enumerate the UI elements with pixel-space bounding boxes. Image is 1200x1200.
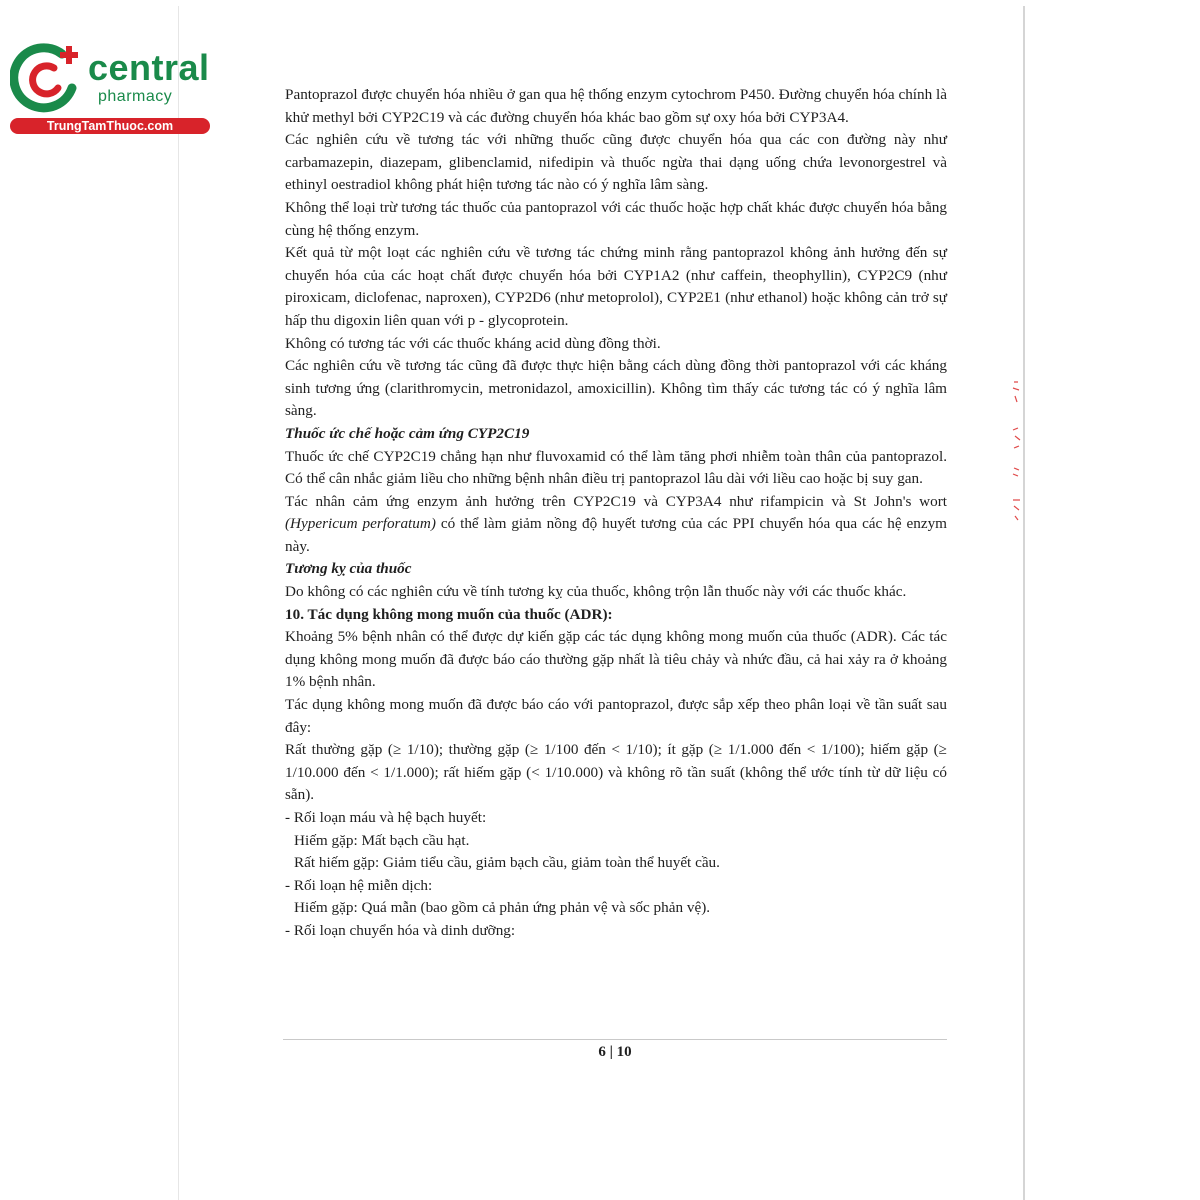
list-item: - Rối loạn chuyển hóa và dinh dưỡng: bbox=[285, 921, 516, 939]
paragraph: Các nghiên cứu về tương tác cũng đã được thực hiện bằng cách dùng đồng thời pantoprazol với các kháng sinh tương ứng (clarithromycin, metronidazol, amoxicillin). Không tìm thấy các tương tác có ý nghĩa lâm sàng. bbox=[285, 357, 947, 420]
list-subitem: Hiếm gặp: Quá mẫn (bao gồm cả phản ứng phản vệ và sốc phản vệ). bbox=[294, 899, 711, 917]
paragraph: Thuốc ức chế CYP2C19 chẳng hạn như fluvoxamid có thể làm tăng phơi nhiễm toàn thân của pantoprazol. Có thể cân nhắc giảm liều cho những bệnh nhân điều trị pantoprazol lâu dài với liều cao hoặc bị suy gan. bbox=[285, 447, 947, 488]
list-item: - Rối loạn máu và hệ bạch huyết: bbox=[285, 809, 487, 826]
paragraph: Không thể loại trừ tương tác thuốc của pantoprazol với các thuốc hoặc hợp chất khác được chuyển hóa bằng cùng hệ thống enzym. bbox=[285, 198, 947, 239]
paragraph: Các nghiên cứu về tương tác với những thuốc cũng được chuyển hóa qua các con đường này như carbamazepin, diazepam, glibenclamid, nifedipin và thuốc ngừa thai dạng uống chứa levonorgestrel và ethinyl oestradiol không phát hiện tương tác nào có ý nghĩa lâm sàng. bbox=[285, 131, 947, 194]
section-heading: Tương kỵ của thuốc bbox=[285, 560, 412, 578]
italic-text: (Hypericum perforatum) bbox=[285, 515, 436, 533]
text-span: Tác nhân cảm ứng enzym ảnh hưởng trên CYP2C19 và CYP3A4 như rifampicin và St John's wort bbox=[285, 492, 947, 510]
text-span: có thể làm giảm nồng độ huyết tương của các PPI chuyển hóa qua các hệ enzym này. bbox=[285, 515, 947, 555]
section-heading: 10. Tác dụng không mong muốn của thuốc (ADR): bbox=[285, 605, 613, 623]
footer-divider bbox=[283, 1039, 947, 1040]
logo-mark-icon bbox=[10, 38, 90, 118]
list-item: - Rối loạn hệ miễn dịch: bbox=[285, 876, 433, 894]
document-body bbox=[285, 84, 947, 943]
list-subitem: Hiếm gặp: Mất bạch cầu hạt. bbox=[294, 831, 470, 849]
logo-subtitle: pharmacy bbox=[98, 88, 173, 105]
paragraph: Rất thường gặp (≥ 1/10); thường gặp (≥ 1/100 đến < 1/10); ít gặp (≥ 1/1.000 đến < 1/100); hiếm gặp (≥ 1/10.000 đến < 1/1.000); rất hiếm gặp (< 1/10.000) và không rõ tần suất (không thể ước tính từ dữ liệu có sẵn). bbox=[285, 741, 947, 804]
paragraph: Pantoprazol được chuyển hóa nhiều ở gan qua hệ thống enzym cytochrom P450. Đường chuyển hóa chính là khử methyl bởi CYP2C19 và các đường chuyển hóa khác bao gồm sự oxy hóa bởi CYP3A4. bbox=[285, 86, 947, 126]
paragraph: Không có tương tác với các thuốc kháng acid dùng đồng thời. bbox=[285, 334, 661, 352]
logo-brand: central bbox=[88, 47, 210, 88]
paragraph bbox=[285, 491, 947, 559]
section-heading: Thuốc ức chế hoặc cảm ứng CYP2C19 bbox=[285, 424, 530, 442]
paragraph: Khoảng 5% bệnh nhân có thể được dự kiến gặp các tác dụng không mong muốn của thuốc (ADR). Các tác dụng không mong muốn đã được báo cáo thường gặp nhất là tiêu chảy và nhức đầu, cả hai xảy ra ở khoảng 1% bệnh nhân. bbox=[285, 628, 947, 691]
paragraph: Do không có các nghiên cứu về tính tương kỵ của thuốc, không trộn lẫn thuốc này với các thuốc khác. bbox=[285, 583, 907, 601]
stamp-mark-icon bbox=[1008, 378, 1026, 528]
list-subitem: Rất hiếm gặp: Giảm tiểu cầu, giảm bạch cầu, giảm toàn thể huyết cầu. bbox=[294, 854, 720, 872]
page-number: 6 | 10 bbox=[598, 1044, 632, 1060]
logo-site-banner: TrungTamThuoc.com bbox=[10, 118, 210, 134]
paragraph: Kết quả từ một loạt các nghiên cứu về tương tác chứng minh rằng pantoprazol không ảnh hưởng đến sự chuyển hóa của các hoạt chất được chuyển hóa bởi CYP1A2 (như caffein, theophyllin), CYP2C9 (như piroxicam, diclofenac, naproxen), CYP2D6 (như metoprolol), CYP2E1 (như ethanol) hoặc không cản trở sự hấp thu digoxin liên quan với p - glycoprotein. bbox=[285, 244, 947, 329]
paragraph: Tác dụng không mong muốn đã được báo cáo với pantoprazol, được sắp xếp theo phân loại về tần suất sau đây: bbox=[285, 696, 947, 736]
